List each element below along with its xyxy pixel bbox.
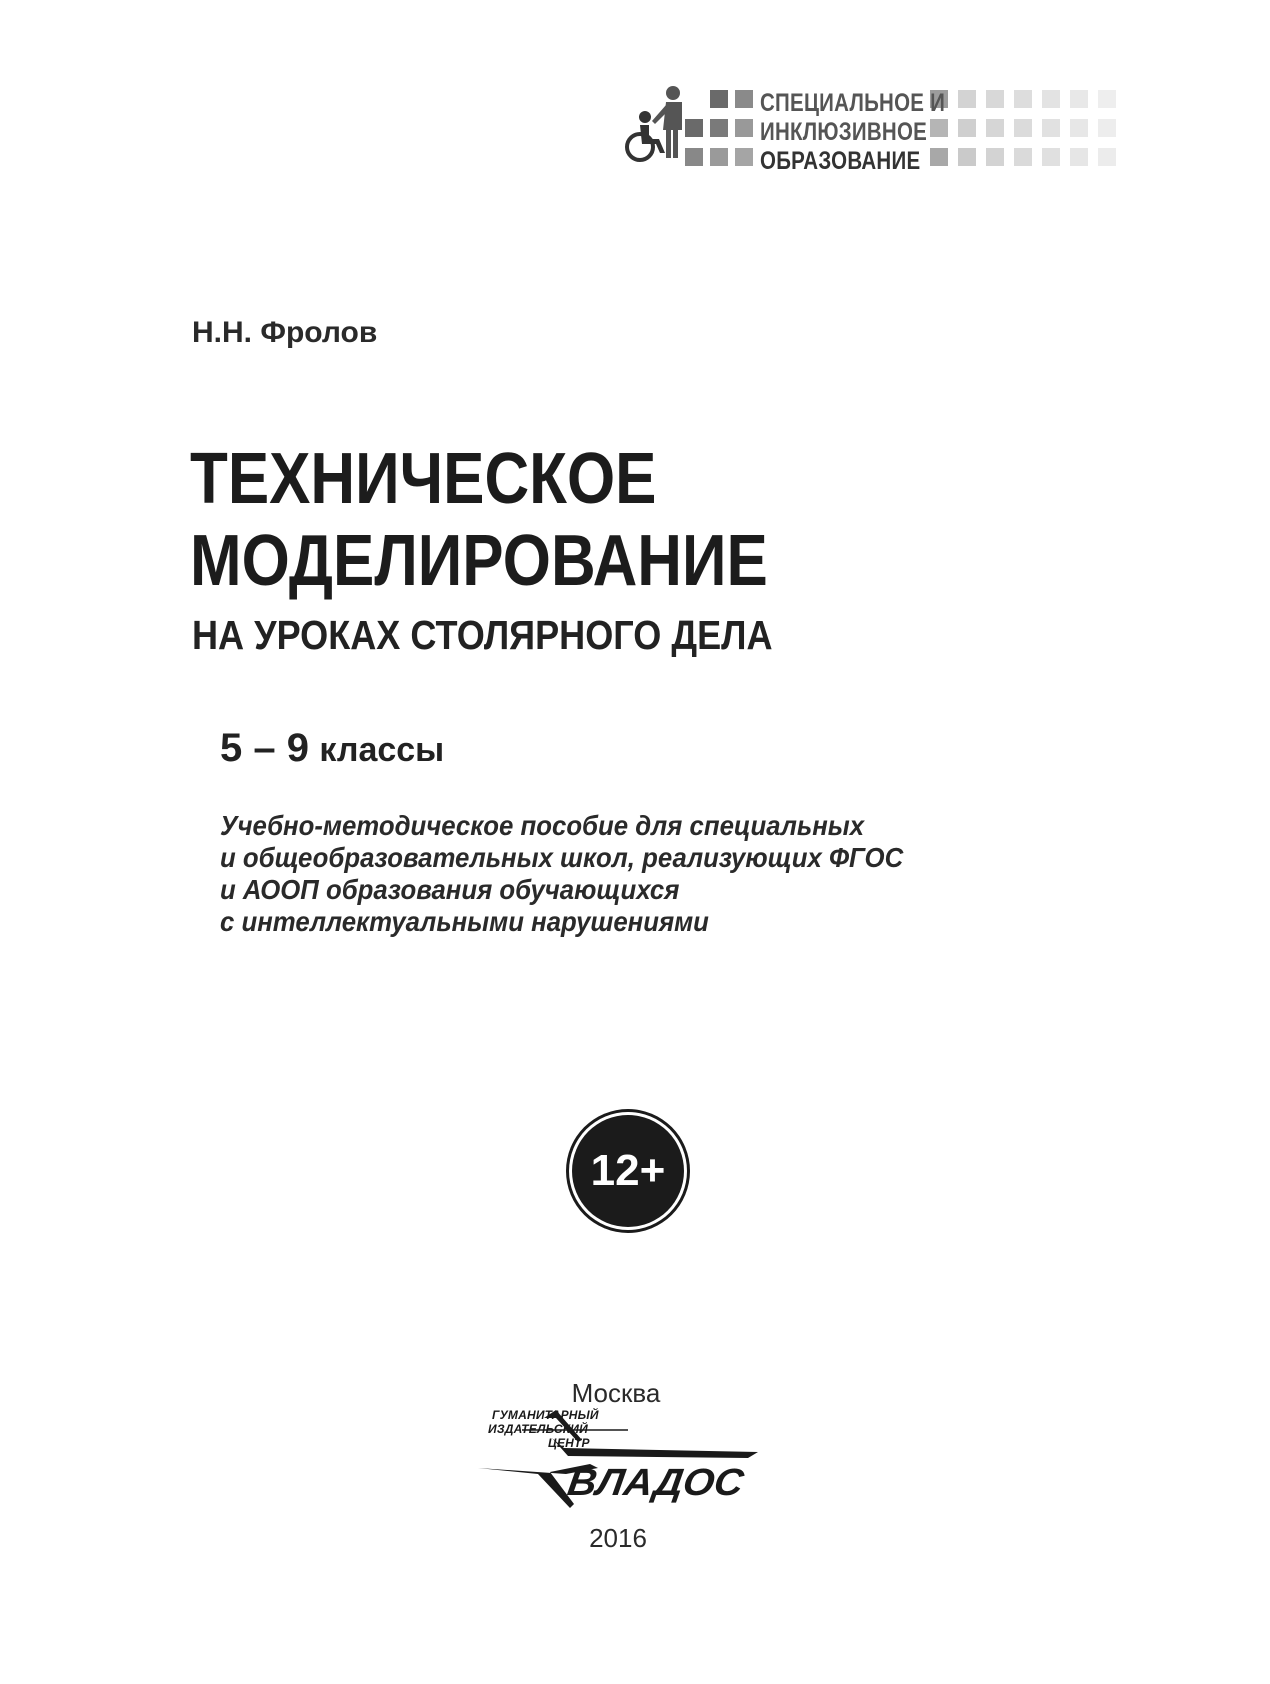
description-line: Учебно-методическое пособие для специальных bbox=[220, 810, 865, 841]
series-logo bbox=[620, 85, 1160, 175]
description-line: и АООП образования обучающихся bbox=[220, 874, 680, 905]
publication-city: Москва bbox=[571, 1378, 661, 1408]
age-rating-text: 12+ bbox=[590, 1146, 666, 1195]
series-line: ОБРАЗОВАНИЕ bbox=[760, 147, 921, 175]
title-line: МОДЕЛИРОВАНИЕ bbox=[190, 521, 768, 601]
book-subtitle: НА УРОКАХ СТОЛЯРНОГО ДЕЛА bbox=[192, 612, 773, 658]
age-rating-badge bbox=[572, 1115, 684, 1227]
description-line: и общеобразовательных школ, реализующих ФГОС bbox=[220, 842, 904, 873]
title-line: ТЕХНИЧЕСКОЕ bbox=[190, 439, 657, 519]
author-name: Н.Н. Фролов bbox=[192, 316, 378, 349]
publisher-logo bbox=[478, 1408, 768, 1518]
series-line: СПЕЦИАЛЬНОЕ И bbox=[760, 89, 946, 117]
grade-numbers: 5 – 9 bbox=[220, 726, 309, 770]
grade-word: классы bbox=[319, 731, 445, 769]
publisher-name: ВЛАДОС bbox=[564, 1462, 747, 1504]
publication-year: 2016 bbox=[589, 1523, 647, 1553]
description-line: с интеллектуальными нарушениями bbox=[220, 906, 709, 937]
publisher-line: ЦЕНТР bbox=[548, 1436, 590, 1450]
book-description bbox=[220, 810, 903, 938]
grade-range bbox=[220, 726, 444, 771]
publisher-line: ГУМАНИТАРНЫЙ bbox=[492, 1408, 599, 1422]
series-title bbox=[760, 89, 945, 176]
book-title bbox=[190, 438, 768, 602]
series-line: ИНКЛЮЗИВНОЕ bbox=[760, 118, 928, 146]
publisher-line: ИЗДАТЕЛЬСКИЙ bbox=[488, 1422, 588, 1436]
